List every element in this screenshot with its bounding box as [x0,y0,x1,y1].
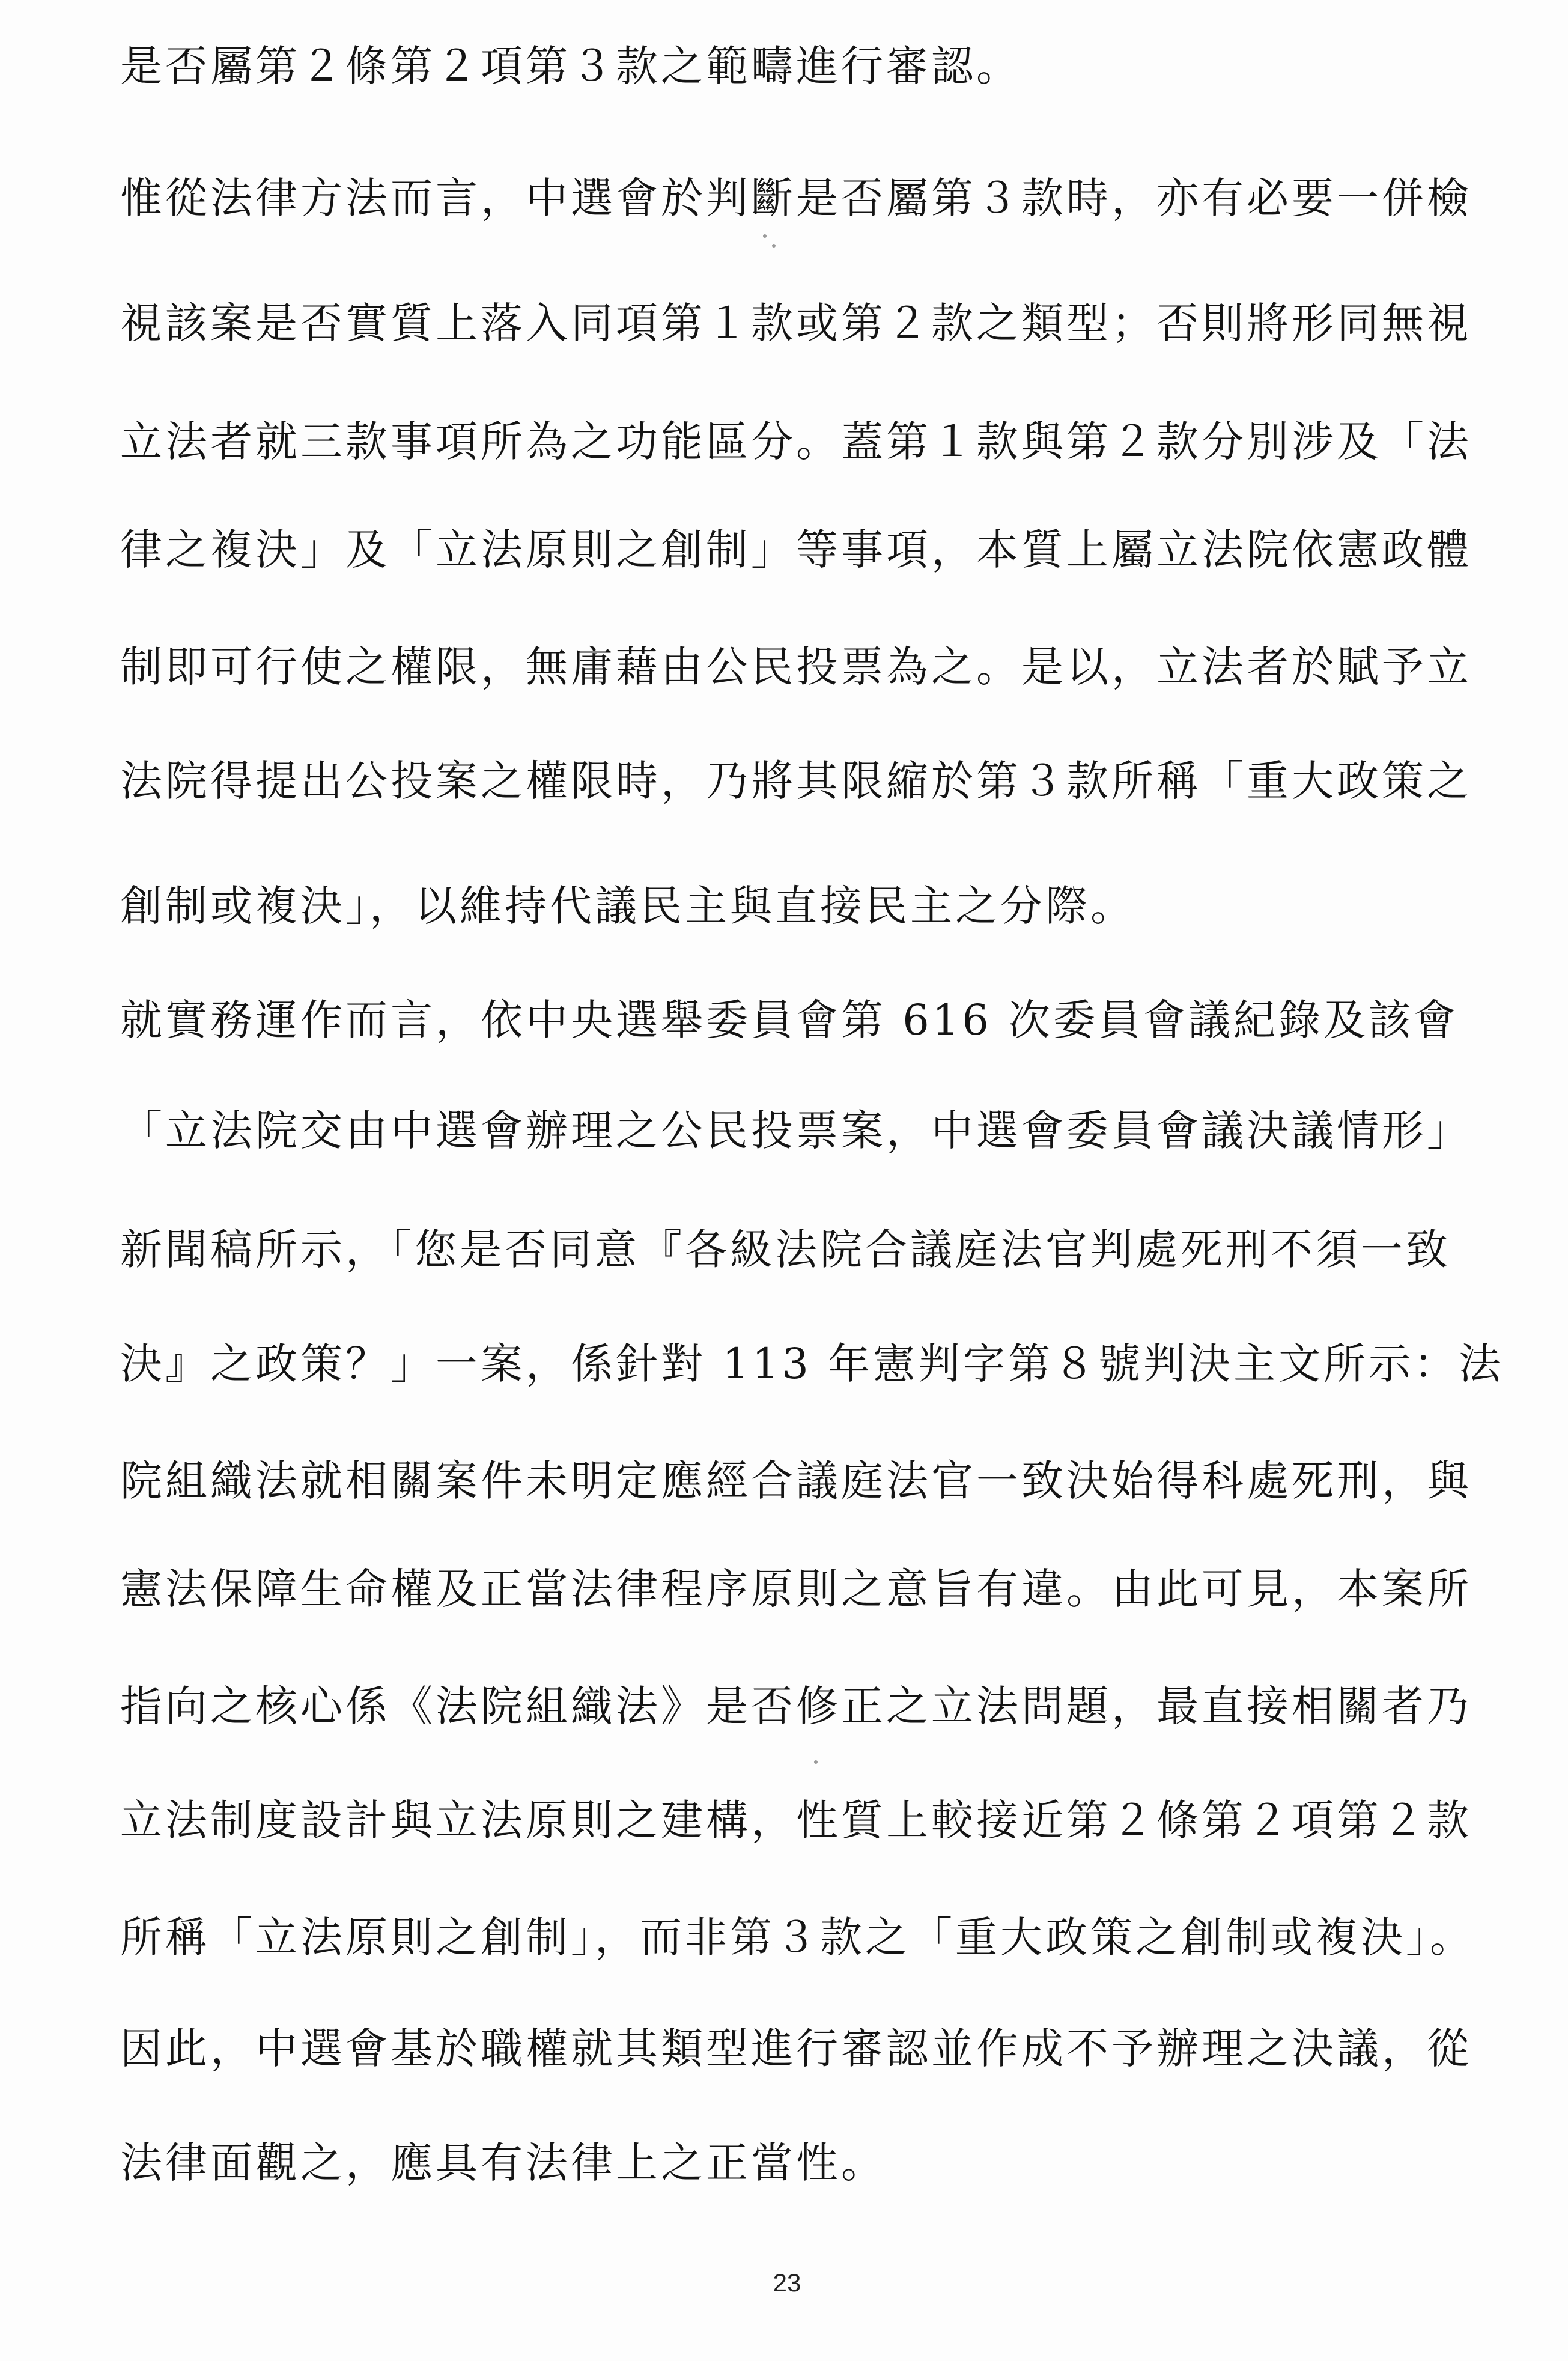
text-line: 視該案是否實質上落入同項第１款或第２款之類型；否則將形同無視 [120,299,1472,348]
text-line: 法律面觀之，應具有法律上之正當性。 [120,2138,886,2187]
page-number: 23 [773,2268,801,2297]
scan-speck [763,234,767,238]
text-line: 創制或複決」，以維持代議民主與直接民主之分際。 [120,881,1135,931]
text-line: 制即可行使之權限，無庸藉由公民投票為之。是以，立法者於賦予立 [120,642,1472,691]
text-line: 院組織法就相關案件未明定應經合議庭法官一致決始得科處死刑，與 [120,1456,1472,1506]
scan-speck [772,244,776,248]
text-line: 新聞稿所示，「您是否同意『各級法院合議庭法官判處死刑不須一致 [120,1225,1451,1274]
text-line: 因此，中選會基於職權就其類型進行審認並作成不予辦理之決議，從 [120,2024,1472,2073]
scan-speck [814,1760,818,1764]
text-line: 惟從法律方法而言，中選會於判斷是否屬第３款時，亦有必要一併檢 [120,174,1472,223]
text-line: 立法制度設計與立法原則之建構，性質上較接近第２條第２項第２款 [120,1796,1472,1845]
text-line: 所稱「立法原則之創制」，而非第３款之「重大政策之創制或複決」。 [120,1913,1475,1962]
text-line: 法院得提出公投案之權限時，乃將其限縮於第３款所稱「重大政策之 [120,756,1472,806]
text-line: 憲法保障生命權及正當法律程序原則之意旨有違。由此可見，本案所 [120,1564,1472,1614]
text-line: 「立法院交由中選會辦理之公民投票案，中選會委員會議決議情形」 [120,1106,1472,1155]
text-line: 律之複決」及「立法原則之創制」等事項，本質上屬立法院依憲政體 [120,525,1472,574]
text-line: 就實務運作而言，依中央選舉委員會第 616 次委員會議紀錄及該會 [120,995,1459,1045]
text-line: 指向之核心係《法院組織法》是否修正之立法問題，最直接相關者乃 [120,1682,1472,1731]
text-line: 是否屬第２條第２項第３款之範疇進行審認。 [120,41,1021,91]
text-line: 決』之政策？」一案，係針對 113 年憲判字第８號判決主文所示：法 [120,1339,1504,1388]
text-line: 立法者就三款事項所為之功能區分。蓋第１款與第２款分別涉及「法 [120,417,1472,466]
